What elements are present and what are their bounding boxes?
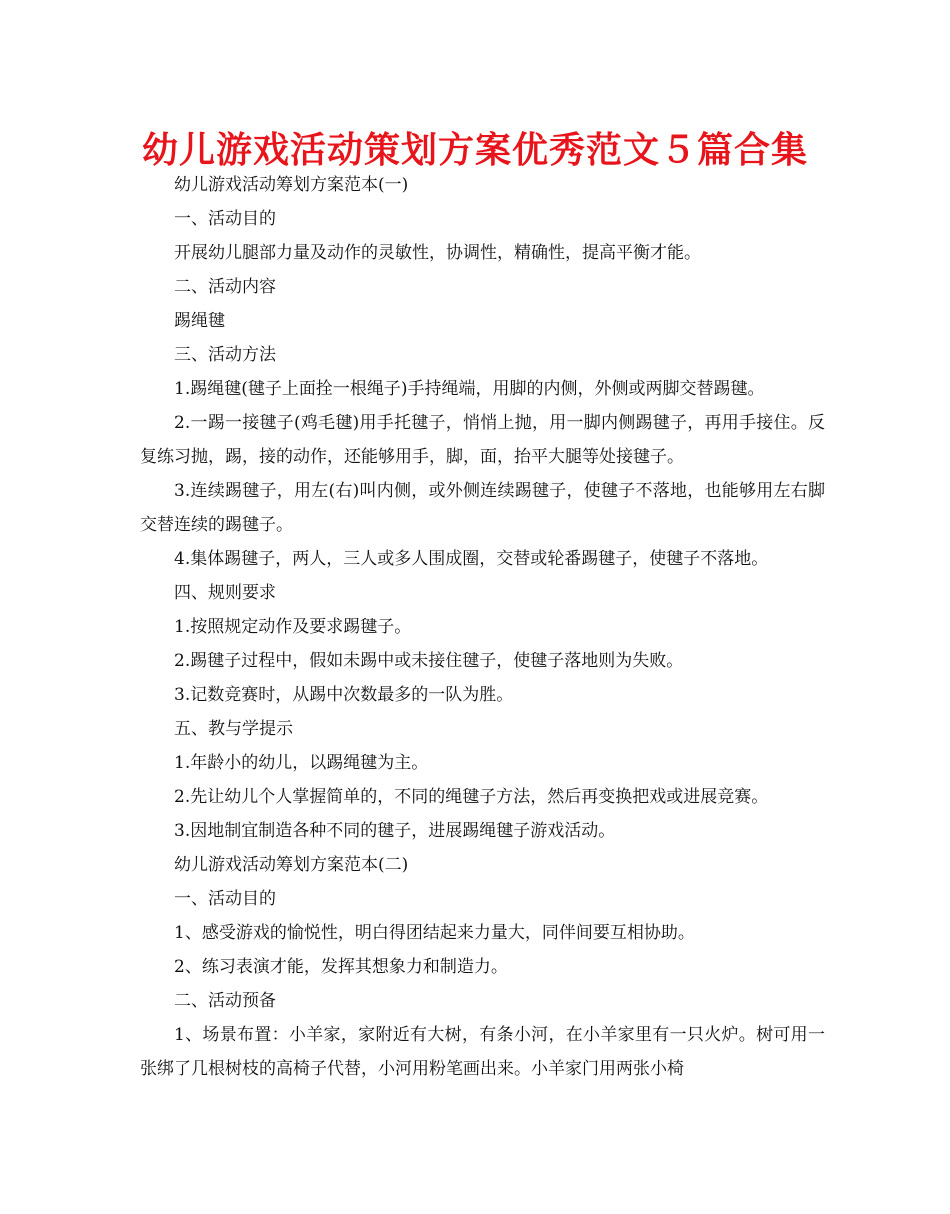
list-item: 1、感受游戏的愉悦性，明白得团结起来力量大，同伴间要互相协助。 — [174, 923, 695, 943]
list-item: 3.记数竞赛时，从踢中次数最多的一队为胜。 — [174, 685, 514, 705]
subsection-heading: 四、规则要求 — [174, 583, 276, 603]
paragraph: 踢绳毽 — [174, 311, 225, 331]
subsection-heading: 三、活动方法 — [174, 345, 276, 365]
document-body — [140, 168, 825, 1086]
subsection-heading: 二、活动内容 — [174, 277, 276, 297]
list-item: 2、练习表演才能，发挥其想象力和制造力。 — [174, 957, 508, 977]
list-item: 4.集体踢毽子，两人，三人或多人围成圈，交替或轮番踢毽子，使毽子不落地。 — [174, 549, 769, 569]
subsection-heading: 五、教与学提示 — [174, 719, 293, 739]
list-item: 1.踢绳毽(毽子上面拴一根绳子)手持绳端，用脚的内侧，外侧或两脚交替踢毽。 — [174, 379, 765, 399]
section-heading: 幼儿游戏活动筹划方案范本(二) — [174, 855, 409, 875]
list-item: 1、场景布置：小羊家，家附近有大树，有条小河，在小羊家里有一只火炉。树可用一张绑了几根树枝的高椅子代替，小河用粉笔画出来。小羊家门用两张小椅 — [140, 1025, 825, 1079]
paragraph: 开展幼儿腿部力量及动作的灵敏性，协调性，精确性，提高平衡才能。 — [174, 243, 701, 263]
list-item: 3.连续踢毽子，用左(右)叫内侧，或外侧连续踢毽子，使毽子不落地，也能够用左右脚交替连续的踢毽子。 — [140, 481, 825, 535]
list-item: 1.年龄小的幼儿，以踢绳毽为主。 — [174, 753, 429, 773]
subsection-heading: 一、活动目的 — [174, 209, 276, 229]
list-item: 1.按照规定动作及要求踢毽子。 — [174, 617, 412, 637]
section-heading: 幼儿游戏活动筹划方案范本(一) — [174, 175, 409, 195]
list-item: 2.先让幼儿个人掌握简单的，不同的绳毽子方法，然后再变换把戏或进展竞赛。 — [174, 787, 769, 807]
list-item: 3.因地制宜制造各种不同的毽子，进展踢绳毽子游戏活动。 — [174, 821, 616, 841]
subsection-heading: 二、活动预备 — [174, 991, 276, 1011]
subsection-heading: 一、活动目的 — [174, 889, 276, 909]
document-title: 幼儿游戏活动策划方案优秀范文５篇合集 — [141, 130, 808, 171]
list-item: 2.踢毽子过程中，假如未踢中或未接住毽子，使毽子落地则为失败。 — [174, 651, 684, 671]
list-item: 2.一踢一接毽子(鸡毛毽)用手托毽子，悄悄上抛，用一脚内侧踢毽子，再用手接住。反复练习抛，踢，接的动作，还能够用手，脚，面，抬平大腿等处接毽子。 — [140, 413, 825, 467]
